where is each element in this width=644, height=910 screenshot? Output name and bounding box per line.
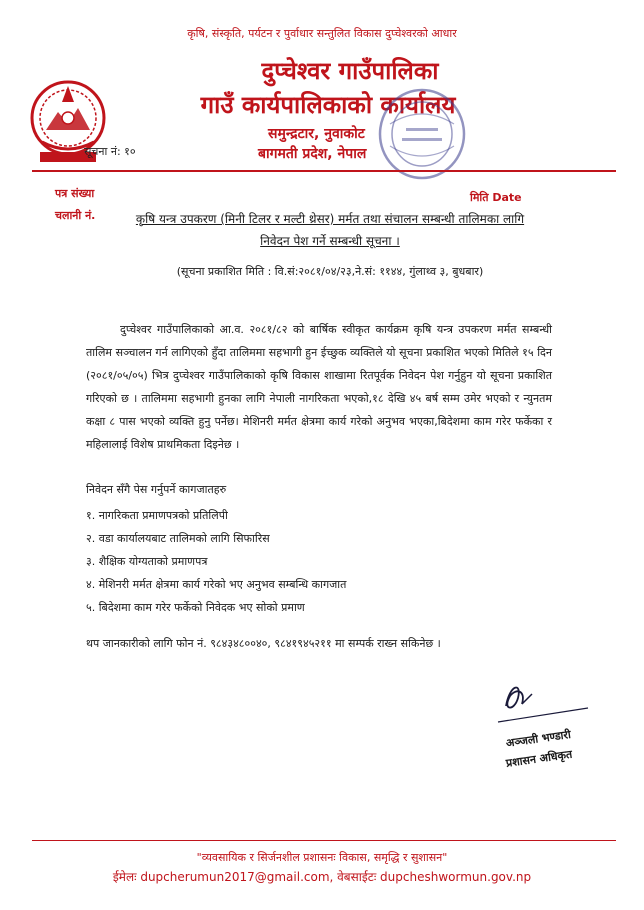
signatory-name: अञ्जली भण्डारी [505, 727, 572, 750]
notice-subject-line2: निवेदन पेश गर्ने सम्बन्धी सूचना । [260, 234, 400, 248]
signatory-title: प्रशासन अधिकृत [505, 747, 574, 770]
notice-number: सूचना नं: १० [84, 145, 136, 158]
handwritten-signature-icon [492, 676, 592, 726]
list-item: १. नागरिकता प्रमाणपत्रको प्रतिलिपी [86, 509, 228, 522]
publication-date: (सूचना प्रकाशित मिति : वि.सं:२०८१/०४/२३,ने.सं: ११४४, गुंलाथ्व ३, बुधबार) [176, 265, 484, 278]
address-line2: बागमती प्रदेश, नेपाल [258, 146, 367, 162]
required-docs-list [86, 504, 346, 619]
office-name: गाउँ कार्यपालिकाको कार्यालय [200, 91, 456, 119]
chalani-label: चलानी नं. [55, 209, 96, 222]
footer-motto: "व्यवसायिक र सिर्जनशील प्रशासनः विकास, समृद्धि र सुशासन" [196, 851, 448, 864]
list-item: ३. शैक्षिक योग्यताको प्रमाणपत्र [86, 555, 208, 568]
address-line1: समुन्द्रटार, नुवाकोट [268, 126, 365, 142]
list-item: ४. मेशिनरी मर्मत क्षेत्रमा कार्य गरेको भए अनुभव सम्बन्धि कागजात [86, 578, 347, 591]
list-item: ५. बिदेशमा काम गरेर फर्केको निवेदक भए सोको प्रमाण [86, 601, 305, 614]
patra-sankhya-label: पत्र संख्या [55, 187, 95, 200]
footer-contact: ईमेलः dupcherumun2017@gmail.com, वेबसाईटः dupcheshwormun.gov.np [112, 870, 532, 884]
list-item: २. वडा कार्यालयबाट तालिमको लागि सिफारिस [86, 532, 270, 545]
office-tagline: कृषि, संस्कृति, पर्यटन र पुर्वाधार सन्तुलित विकास दुप्चेश्वरको आधार [187, 27, 457, 40]
notice-body: दुप्चेश्वर गाउँपालिकाको आ.व. २०८१/८२ को बार्षिक स्वीकृत कार्यक्रम कृषि यन्त्र उपकरण मर्मत सम्बन्धी तालिम सञ्चालन गर्न लागिएको हुँदा तालिममा सहभागी हुन ईच्छुक व्यक्तिले यो सूचना प्रकाशित भएको मितिले १५ दिन (२०८१/०५/०५) भित्र दुप्चेश्वर गाउँपालिकाको कृषि विकास शाखामा रितपूर्वक निवेदन पेश गर्नुहुन यो सूचना प्रकाशित गरिएको छ । तालिममा सहभागी हुनका लागि नेपाली नागरिकता भएको,१८ देखि ४५ बर्ष सम्म उमेर भएको र न्युनतम कक्षा ८ पास भएको व्यक्ति हुनु पर्नेछ। मेशिनरी मर्मत क्षेत्रमा कार्य गरेको अनुभव भएका,बिदेशमा काम गरेर फर्केका र महिलालाई विशेष प्राथमिकता दिइनेछ । [86, 323, 552, 451]
notice-subject-line1: कृषि यन्त्र उपकरण (मिनी टिलर र मल्टी थ्रेसर) मर्मत तथा संचालन सम्बन्धी तालिमका लागि [135, 212, 525, 226]
required-docs-heading: निवेदन सँगै पेस गर्नुपर्ने कागजातहरु [86, 483, 227, 496]
contact-line: थप जानकारीको लागि फोन नं. ९८४३४८००४०, ९८४१९४५२११ मा सम्पर्क राख्न सकिनेछ । [86, 637, 441, 650]
office-seal-stamp-icon [350, 84, 468, 184]
footer-divider [32, 840, 616, 841]
municipality-name: दुप्चेश्वर गाउँपालिका [261, 57, 439, 85]
date-label: मिति Date [470, 191, 522, 204]
header-divider [32, 170, 616, 172]
